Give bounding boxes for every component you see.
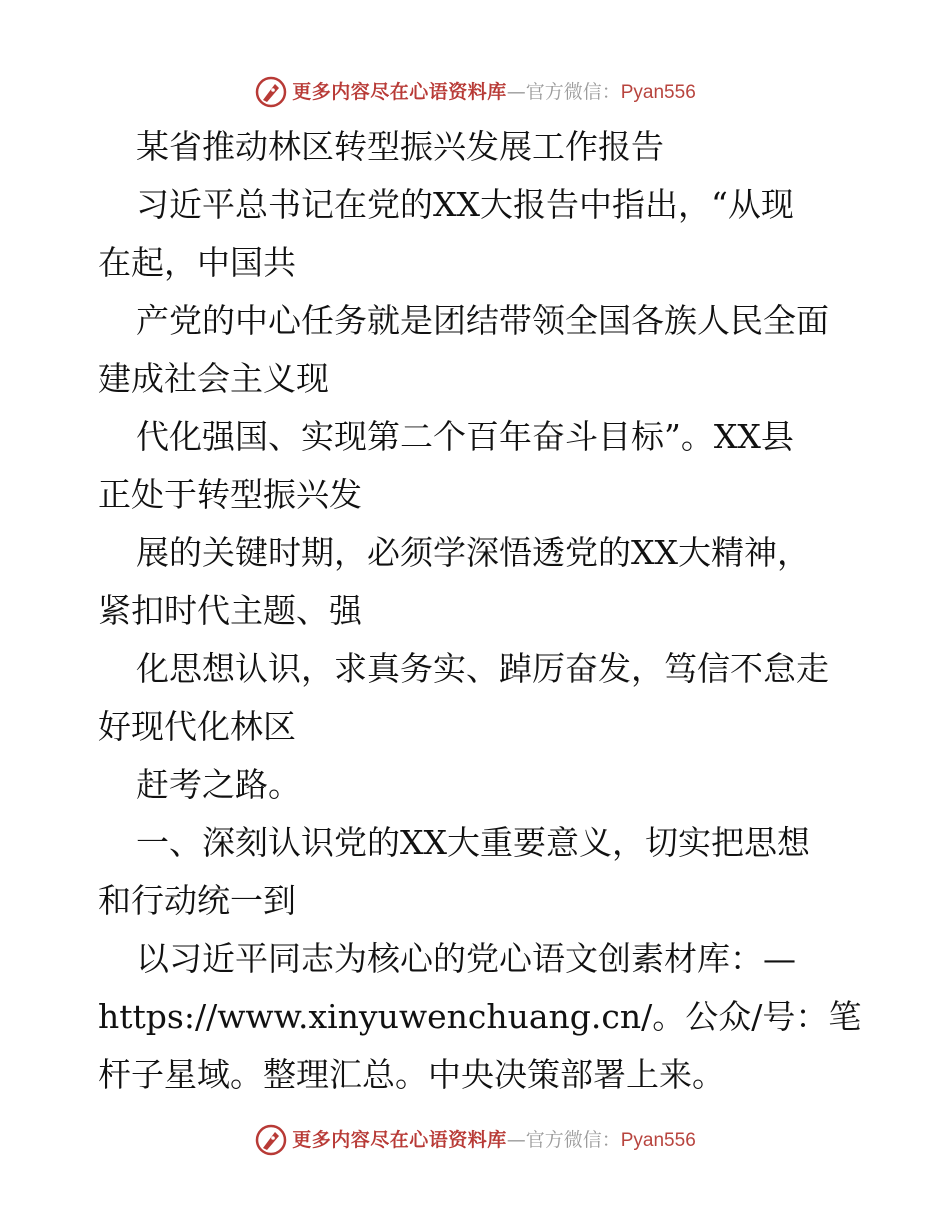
text-line: 好现代化林区 [98,707,296,746]
banner-label: 官方微信： [525,80,621,103]
text-line: 以习近平同志为核心的党心语文创素材库：— [136,939,796,978]
doc-title: 某省推动林区转型振兴发展工作报告 [136,127,664,166]
header-banner [0,72,950,112]
text-line: 在起，中国共 [98,243,296,282]
url-text-line: https://www.xinyuwenchuang.cn/。公众/号：笔 [98,997,862,1036]
text-line: 习近平总书记在党的XX大报告中指出，“从现 [136,185,794,224]
section-heading: 一、深刻认识党的XX大重要意义，切实把思想 [136,823,810,862]
banner-main-text: 更多内容尽在心语资料库 [292,80,507,103]
banner-dash: — [506,1128,526,1151]
text-line: 建成社会主义现 [98,359,329,398]
text-line: 杆子星域。整理汇总。中央决策部署上来。 [98,1055,725,1094]
banner-main-text: 更多内容尽在心语资料库 [292,1128,507,1151]
banner-dash: — [506,80,526,103]
text-line: 和行动统一到 [98,881,296,920]
banner-wechat-id: Pyan556 [620,1129,696,1151]
banner-label: 官方微信： [525,1128,621,1151]
footer-banner [0,1120,950,1160]
pen-nib-circle-logo-icon [254,1123,288,1157]
text-line: 代化强国、实现第二个百年奋斗目标”。XX县 [136,417,794,456]
text-line: 紧扣时代主题、强 [98,591,362,630]
pen-nib-circle-logo-icon [254,75,288,109]
text-line: 正处于转型振兴发 [98,475,362,514]
text-line: 展的关键时期，必须学深悟透党的XX大精神， [136,533,810,572]
banner-wechat-id: Pyan556 [620,81,696,103]
document-body [98,118,862,1104]
text-line: 产党的中心任务就是团结带领全国各族人民全面 [136,301,829,340]
text-line: 赶考之路。 [136,765,301,804]
text-line: 化思想认识，求真务实、踔厉奋发，笃信不怠走 [136,649,829,688]
